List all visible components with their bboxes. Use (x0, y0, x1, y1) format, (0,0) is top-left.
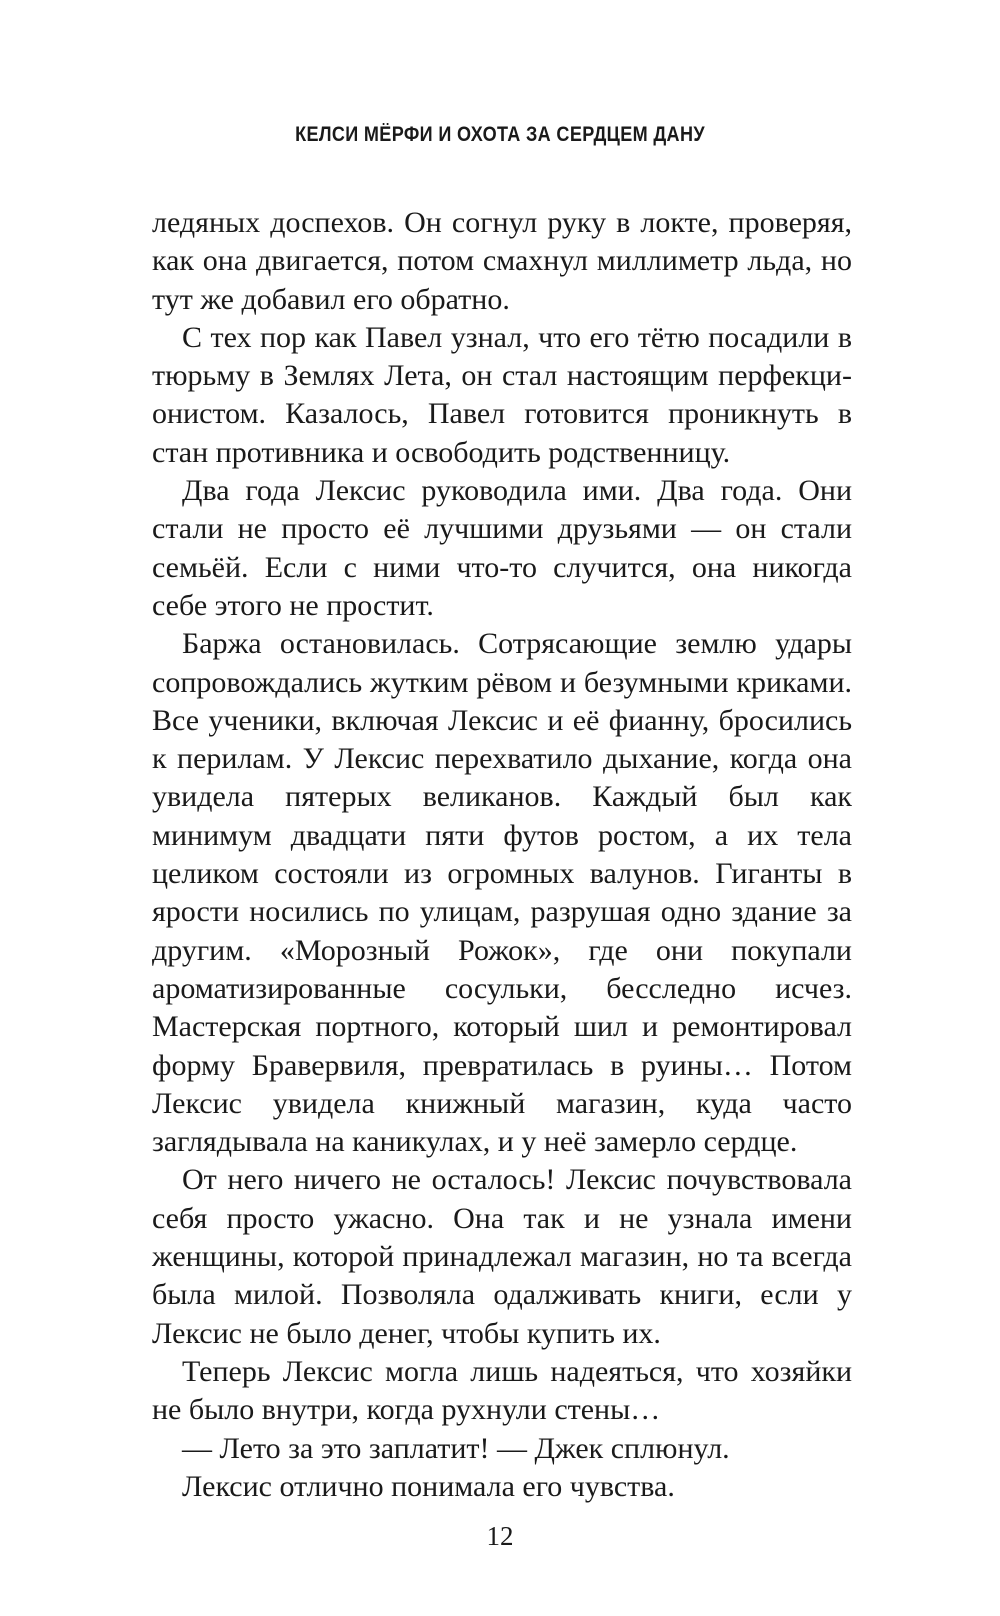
paragraph: Баржа остановилась. Сотрясающие землю удары сопровождались жутким рёвом и безумными криками. Все ученики, включая Лексис и её фианну, бросились к перилам. У Лексис перехватило дыхание, когда она увидела пятерых великанов. Каждый был как минимум двадцати пяти футов ростом, а их тела целиком состояли из огромных валунов. Гиганты в ярости носились по улицам, разрушая одно здание за другим. «Морозный Рожок», где они покупали ароматизированные сосульки, бесследно исчез. Мастерская портного, который шил и ремонтировал форму Бравервиля, превратилась в руины… Потом Лексис увидела книжный магазин, куда часто заглядывала на каникулах, и у неё замерло сердце. (152, 627, 852, 1159)
running-title: КЕЛСИ МЁРФИ И ОХОТА ЗА СЕРДЦЕМ ДАНУ (295, 123, 705, 146)
paragraph: От него ничего не осталось! Лексис почувствовала себя просто ужасно. Она так и не узнала имени женщины, которой принадлежал магазин, но та всегда была милой. Позволяла одалживать книги, если у Лексис не было денег, чтобы купить их. (152, 1163, 852, 1350)
paragraph: Два года Лексис руководила ими. Два года. Они стали не просто её лучшими друзьями — он стали семьёй. Если с ними что-то случится, она никогда себе этого не простит. (152, 474, 852, 622)
paragraph: Лексис отлично понимала его чувства. (182, 1469, 675, 1503)
paragraph: С тех пор как Павел узнал, что его тётю посадили в тюрьму в Землях Лета, он стал настоящим перфекционистом. Казалось, Павел готовится проникнуть в стан противника и освободить родственницу. (152, 320, 852, 469)
paragraph: Теперь Лексис могла лишь надеяться, что хозяйки не было внутри, когда рухнули стены… (152, 1354, 852, 1427)
page-number: 12 (486, 1521, 514, 1551)
paragraph: ледяных доспехов. Он согнул руку в локте, проверяя, как она двигается, потом смахнул миллиметр льда, но тут же добавил его обратно. (152, 206, 852, 316)
paragraph: — Лето за это заплатит! — Джек сплюнул. (182, 1431, 730, 1465)
body-text (152, 204, 852, 1506)
